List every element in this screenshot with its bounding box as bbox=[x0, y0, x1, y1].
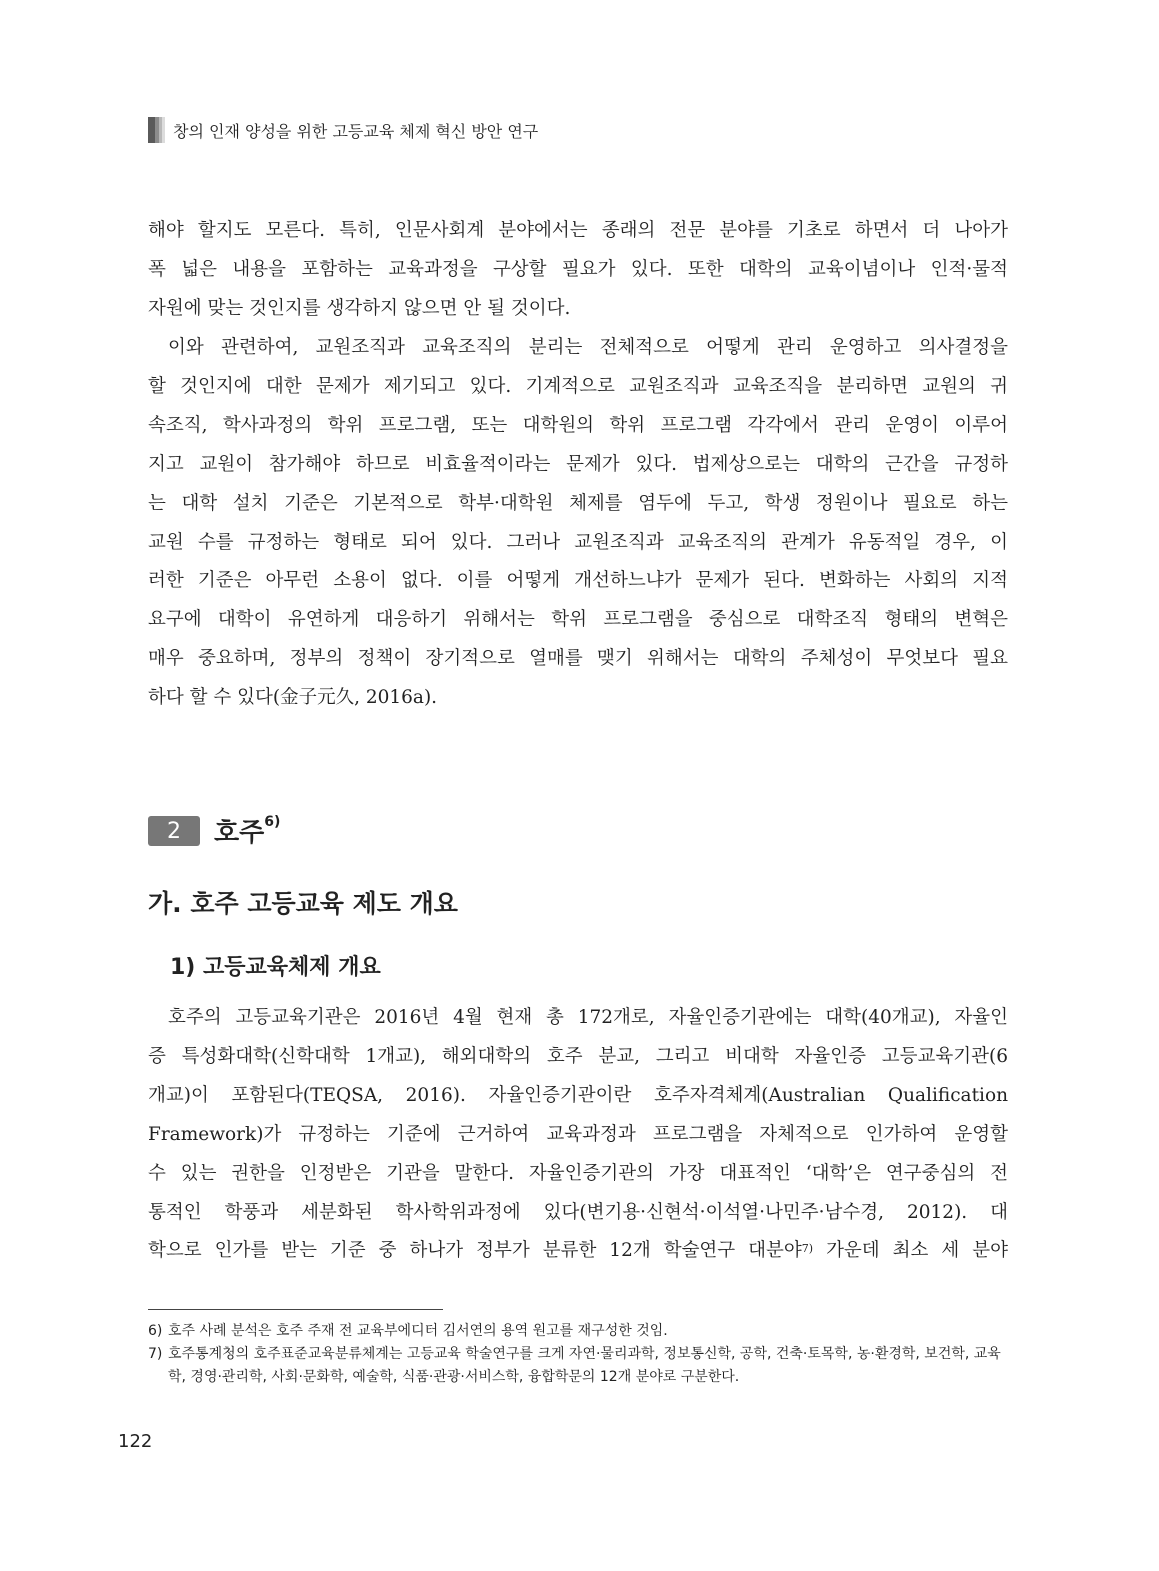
section-title-text: 호주 bbox=[214, 818, 265, 848]
subsection-title: 가. 호주 고등교육 제도 개요 bbox=[148, 889, 458, 918]
footnote bbox=[148, 1343, 1008, 1389]
text-line: 호주의 고등교육기관은 2016년 4월 현재 총 172개로, 자율인증기관에는 대학(40개교), 자율인 bbox=[168, 1007, 1008, 1028]
running-header bbox=[148, 117, 538, 143]
paragraph-1 bbox=[148, 212, 1008, 329]
text-line: 요구에 대학이 유연하게 대응하기 위해서는 학위 프로그램을 중심으로 대학조직 형태의 변혁은 bbox=[148, 609, 1008, 631]
paragraph-3 bbox=[148, 999, 1008, 1271]
text-line: 이와 관련하여, 교원조직과 교육조직의 분리는 전체적으로 어떻게 관리 운영하고 의사결정을 bbox=[168, 337, 1008, 358]
text-line: 증 특성화대학(신학대학 1개교), 해외대학의 호주 분교, 그리고 비대학 자율인증 고등교육기관(6 bbox=[148, 1045, 1008, 1067]
text-segment: 학으로 인가를 받는 기준 중 하나가 정부가 분류한 12개 학술연구 대분야 bbox=[148, 1240, 802, 1262]
text-line: Framework)가 규정하는 기준에 근거하여 교육과정과 프로그램을 자체적으로 인가하여 운영할 bbox=[148, 1123, 1008, 1145]
text-line: 속조직, 학사과정의 학위 프로그램, 또는 대학원의 학위 프로그램 각각에서 관리 운영이 이루어 bbox=[148, 414, 1008, 436]
text-line: 폭 넓은 내용을 포함하는 교육과정을 구상할 필요가 있다. 또한 대학의 교육이념이나 인적·물적 bbox=[148, 258, 1008, 280]
footnote-number: 7) bbox=[148, 1346, 163, 1362]
text-line: 러한 기준은 아무런 소용이 없다. 이를 어떻게 개선하느냐가 문제가 된다. 변화하는 사회의 지적 bbox=[148, 570, 1008, 592]
text-line: 수 있는 권한을 인정받은 기관을 말한다. 자율인증기관의 가장 대표적인 ‘대학’은 연구중심의 전 bbox=[148, 1162, 1008, 1184]
text-segment: 가운데 최소 세 분야 bbox=[813, 1240, 1008, 1262]
section-title bbox=[214, 812, 280, 849]
header-bar-icon bbox=[148, 117, 165, 143]
text-line: 는 대학 설치 기준은 기본적으로 학부·대학원 체제를 염두에 두고, 학생 정원이나 필요로 하는 bbox=[148, 492, 1008, 514]
footnote-ref: 6) bbox=[264, 814, 281, 830]
text-line: 하다 할 수 있다(金子元久, 2016a). bbox=[148, 687, 438, 709]
footnote-ref: 7) bbox=[801, 1242, 814, 1256]
text-line: 개교)이 포함된다(TEQSA, 2016). 자율인증기관이란 호주자격체계(Australian Qualification bbox=[148, 1084, 1008, 1106]
text-line: 지고 교원이 참가해야 하므로 비효율적이라는 문제가 있다. 법제상으로는 대학의 근간을 규정하 bbox=[148, 453, 1008, 475]
footnote-divider bbox=[148, 1309, 443, 1310]
text-line: 매우 중요하며, 정부의 정책이 장기적으로 열매를 맺기 위해서는 대학의 주체성이 무엇보다 필요 bbox=[148, 648, 1008, 670]
text-line: 자원에 맞는 것인지를 생각하지 않으면 안 될 것이다. bbox=[148, 297, 571, 319]
text-line: 통적인 학풍과 세분화된 학사학위과정에 있다(변기용·신현석·이석열·나민주·남수경, 2012). 대 bbox=[148, 1201, 1008, 1223]
text-line: 할 것인지에 대한 문제가 제기되고 있다. 기계적으로 교원조직과 교육조직을 분리하면 교원의 귀 bbox=[148, 375, 1008, 397]
footnote-text: 호주통계청의 호주표준교육분류체계는 고등교육 학술연구를 크게 자연·물리과학, 정보통신학, 공학, 건축·토목학, 농·환경학, 보건학, 교육학, 경영·관리학, 사회·문화학, 예술학, 식품·관광·서비스학, 융합학문의 12개 분야로 구분한다. bbox=[168, 1346, 1001, 1385]
section-number-badge: 2 bbox=[148, 816, 200, 846]
footnotes bbox=[148, 1320, 1008, 1389]
subsubsection-title: 1) 고등교육체제 개요 bbox=[170, 955, 381, 980]
text-line: 교원 수를 규정하는 형태로 되어 있다. 그러나 교원조직과 교육조직의 관계가 유동적일 경우, 이 bbox=[148, 531, 1008, 553]
footnote-text: 호주 사례 분석은 호주 주재 전 교육부에디터 김서연의 용역 원고를 재구성한 것임. bbox=[168, 1323, 668, 1339]
text-line: 해야 할지도 모른다. 특히, 인문사회계 분야에서는 종래의 전문 분야를 기초로 하면서 더 나아가 bbox=[148, 220, 1008, 241]
footnote-number: 6) bbox=[148, 1323, 163, 1339]
text-line bbox=[148, 1232, 1008, 1271]
footnote bbox=[148, 1320, 1008, 1343]
page-number: 122 bbox=[118, 1431, 153, 1452]
header-title: 창의 인재 양성을 위한 고등교육 체제 혁신 방안 연구 bbox=[173, 121, 539, 141]
paragraph-2 bbox=[148, 329, 1008, 718]
